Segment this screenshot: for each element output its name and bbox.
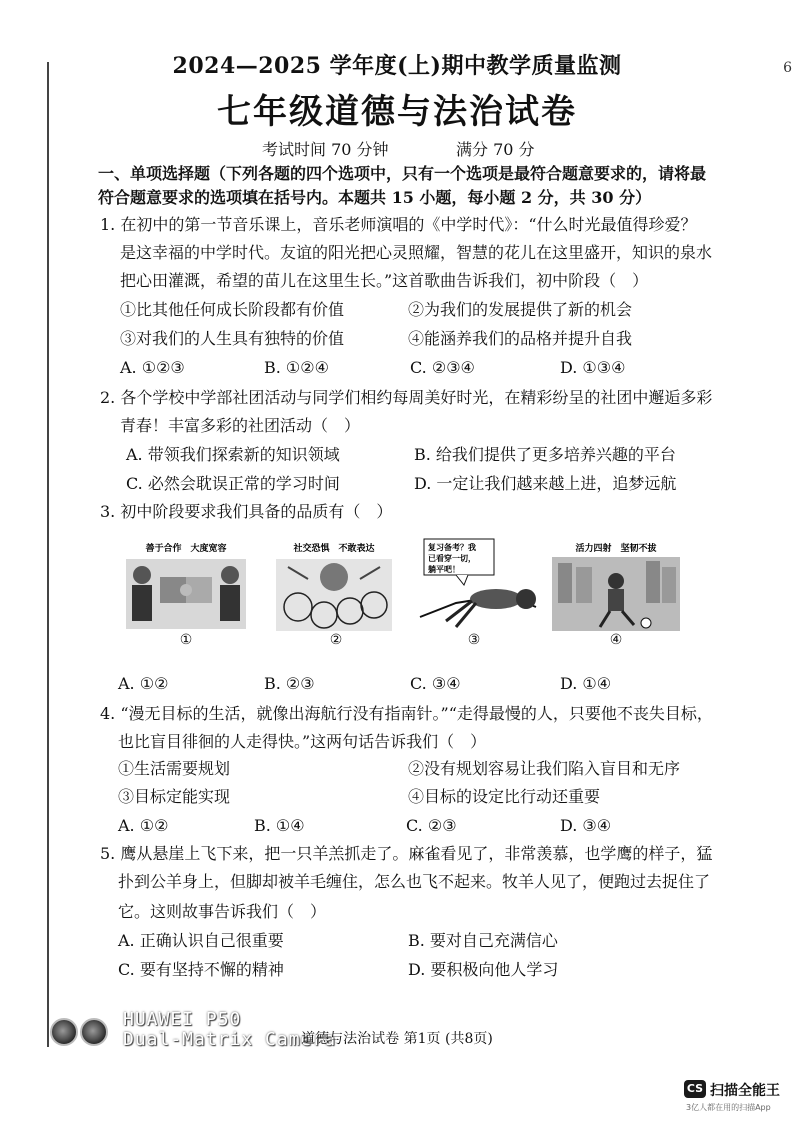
section-heading-line1: 一、单项选择题（下列各题的四个选项中，只有一个选项是最符合题意要求的，请将最: [98, 164, 707, 183]
q3-image-4-caption: 活力四射 坚韧不拔: [575, 544, 657, 554]
q3-option-b: B. ②③: [264, 674, 315, 693]
q4-line2: 也比盲目徘徊的人走得快。”这两句话告诉我们（ ）: [118, 732, 487, 751]
scanner-tagline: 3亿人都在用的扫描App: [686, 1103, 771, 1112]
q1-line1: 1. 在初中的第一节音乐课上，音乐老师演唱的《中学时代》：“什么时光最值得珍爱？: [100, 215, 697, 234]
paper-title: 七年级道德与法治试卷: [217, 92, 577, 132]
q4-item2: ②没有规划容易让我们陷入盲目和无序: [408, 759, 681, 778]
exam-title: 2024—2025 学年度(上)期中教学质量监测: [172, 53, 622, 79]
q1-line2: 是这幸福的中学时代。友谊的阳光把心灵照耀，智慧的花儿在这里盛开，知识的泉水: [120, 243, 713, 262]
q1-item1: ①比其他任何成长阶段都有价值: [120, 300, 345, 319]
q1-item3: ③对我们的人生具有独特的价值: [120, 329, 345, 348]
q4-line1: 4. “漫无目标的生活，就像出海航行没有指南针。”“走得最慢的人，只要他不丧失目标，: [100, 704, 713, 723]
q4-item4: ④目标的设定比行动还重要: [408, 787, 601, 806]
q2-line1: 2. 各个学校中学部社团活动与同学们相约每周美好时光，在精彩纷呈的社团中邂逅多彩: [100, 388, 713, 407]
q1-option-a: A. ①②③: [120, 358, 185, 377]
q1-item4: ④能涵养我们的品格并提升自我: [408, 329, 633, 348]
q2-option-a: A. 带领我们探索新的知识领域: [126, 445, 340, 464]
watermark-line2: Dual-Matrix Camera: [123, 1029, 337, 1050]
scanner-logo-icon: CS: [684, 1080, 706, 1098]
q3-image-4-number: ④: [609, 632, 623, 648]
social-anxiety-illustration: [268, 537, 400, 641]
q1-option-d: D. ①③④: [560, 358, 626, 377]
q2-option-b: B. 给我们提供了更多培养兴趣的平台: [414, 445, 676, 464]
q4-option-b: B. ①④: [254, 816, 305, 835]
q5-option-b: B. 要对自己充满信心: [408, 931, 558, 950]
q3-image-1-caption: 善于合作 大度宽容: [145, 544, 227, 554]
binding-margin-line: [47, 62, 49, 1047]
q3-option-c: C. ③④: [410, 674, 461, 693]
q2-line2: 青春！丰富多彩的社团活动（ ）: [120, 416, 361, 435]
watermark-line1: HUAWEI P50: [123, 1009, 242, 1030]
lying-flat-illustration: [416, 537, 548, 641]
q4-item3: ③目标定能实现: [118, 787, 231, 806]
q3-option-d: D. ①④: [560, 674, 612, 693]
q3-image-3-number: ③: [467, 632, 481, 648]
q5-line2: 扑到公羊身上，但脚却被羊毛缠住，怎么也飞不起来。牧羊人见了，便跑过去捉住了: [118, 872, 711, 891]
q1-item2: ②为我们的发展提供了新的机会: [408, 300, 633, 319]
q4-option-a: A. ①②: [118, 816, 169, 835]
cooperation-illustration: [120, 537, 252, 641]
q3-image-3-bubble-line2: 已看穿一切，: [428, 554, 476, 563]
q3-image-2-caption: 社交恐惧 不敢表达: [293, 544, 375, 554]
q2-option-c: C. 必然会耽误正常的学习时间: [126, 474, 340, 493]
energetic-illustration: [550, 537, 682, 641]
q3-image-1-number: ①: [179, 632, 193, 648]
scanner-app-name: 扫描全能王: [710, 1083, 780, 1099]
corner-mark: 6: [783, 60, 792, 76]
q3-image-3-bubble-line3: 躺平吧！: [428, 565, 460, 574]
q4-item1: ①生活需要规划: [118, 759, 231, 778]
q5-option-c: C. 要有坚持不懈的精神: [118, 960, 284, 979]
q2-option-d: D. 一定让我们越来越上进，追梦远航: [414, 474, 677, 493]
q5-option-d: D. 要积极向他人学习: [408, 960, 559, 979]
q5-option-a: A. 正确认识自己很重要: [118, 931, 284, 950]
q1-option-b: B. ①②④: [264, 358, 329, 377]
exam-time: 考试时间 70 分钟: [262, 140, 389, 159]
q3-option-a: A. ①②: [118, 674, 169, 693]
q4-option-d: D. ③④: [560, 816, 612, 835]
page-footer: 道德与法治试卷 第1页 (共8页): [301, 1031, 493, 1047]
q5-line3: 它。这则故事告诉我们（ ）: [118, 902, 327, 921]
full-score: 满分 70 分: [456, 140, 535, 159]
q1-option-c: C. ②③④: [410, 358, 475, 377]
q5-line1: 5. 鹰从悬崖上飞下来，把一只羊羔抓走了。麻雀看见了，非常羡慕，也学鹰的样子，猛: [100, 844, 713, 863]
q3-image-3-bubble-line1: 复习备考？我: [428, 543, 476, 552]
section-heading-line2: 符合题意要求的选项填在括号内。本题共 15 小题，每小题 2 分，共 30 分）: [98, 188, 652, 207]
q4-option-c: C. ②③: [406, 816, 457, 835]
q3-image-2-number: ②: [329, 632, 343, 648]
q3-line1: 3. 初中阶段要求我们具备的品质有（ ）: [100, 502, 393, 521]
q1-line3: 把心田灌溉，希望的苗儿在这里生长。”这首歌曲告诉我们，初中阶段（ ）: [120, 271, 649, 290]
